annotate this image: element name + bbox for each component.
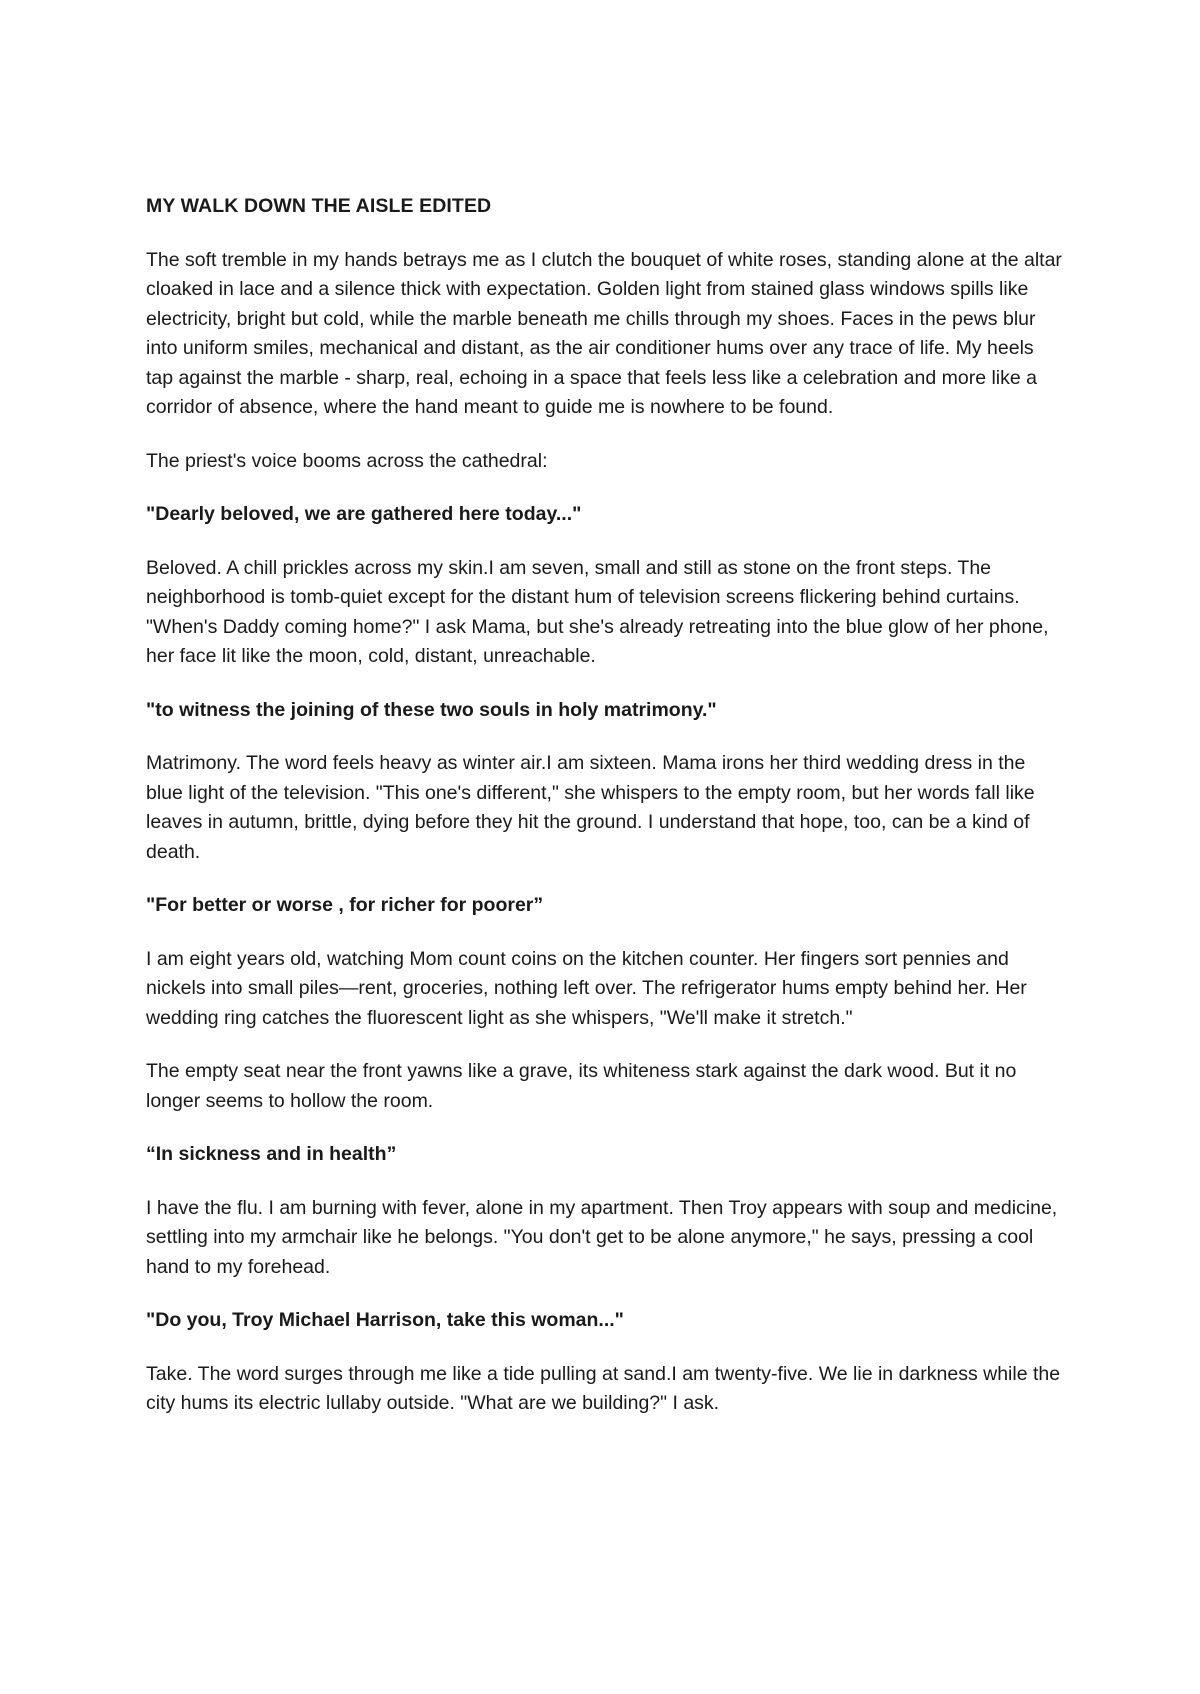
paragraph-opening: The soft tremble in my hands betrays me as I clutch the bouquet of white roses, standing alone at the altar cloaked in lace and a silence thick with expectation. Golden light from stained glass windows spills like electricity, bright but cold, while the marble beneath me chills through my shoes. Faces in the pews blur into uniform smiles, mechanical and distant, as the air conditioner hums over any trace of life. My heels tap against the marble - sharp, real, echoing in a space that feels less like a celebration and more like a corridor of absence, where the hand meant to guide me is nowhere to be found.: [146, 248, 1062, 418]
vow-quote-matrimony: "to witness the joining of these two souls in holy matrimony.": [146, 698, 717, 721]
paragraph-priest-intro: The priest's voice booms across the cathedral:: [146, 449, 548, 472]
paragraph-age-sixteen: Matrimony. The word feels heavy as winter air.I am sixteen. Mama irons her third wedding dress in the blue light of the television. "This one's different," she whispers to the empty room, but her words fall like leaves in autumn, brittle, dying before they hit the ground. I understand that hope, too, can be a kind of death.: [146, 752, 1035, 863]
paragraph-age-seven: Beloved. A chill prickles across my skin.I am seven, small and still as stone on the front steps. The neighborhood is tomb-quiet except for the distant hum of television screens flickering behind curtains. "When's Daddy coming home?" I ask Mama, but she's already retreating into the blue glow of her phone, her face lit like the moon, cold, distant, unreachable.: [146, 556, 1049, 667]
paragraph-flu: I have the flu. I am burning with fever, alone in my apartment. Then Troy appears with soup and medicine, settling into my armchair like he belongs. "You don't get to be alone anymore," he says, pressing a cool hand to my forehead.: [146, 1196, 1058, 1278]
vow-quote-do-you-troy: "Do you, Troy Michael Harrison, take this woman...": [146, 1309, 624, 1331]
vow-quote-better-or-worse: "For better or worse , for richer for poorer”: [146, 894, 544, 916]
vow-quote-dearly-beloved: "Dearly beloved, we are gathered here today...": [146, 503, 582, 525]
paragraph-age-eight: I am eight years old, watching Mom count coins on the kitchen counter. Her fingers sort pennies and nickels into small piles—rent, groceries, nothing left over. The refrigerator hums empty behind her. Her wedding ring catches the fluorescent light as she whispers, "We'll make it stretch.": [146, 947, 1027, 1029]
document-title: MY WALK DOWN THE AISLE EDITED: [146, 195, 492, 217]
paragraph-empty-seat: The empty seat near the front yawns like a grave, its whiteness stark against the dark wood. But it no longer seems to hollow the room.: [146, 1060, 1017, 1112]
paragraph-age-twenty-five: Take. The word surges through me like a tide pulling at sand.I am twenty-five. We lie in darkness while the city hums its electric lullaby outside. "What are we building?" I ask.: [146, 1362, 1061, 1414]
document-body: [146, 192, 1064, 1443]
vow-quote-sickness-health: “In sickness and in health”: [146, 1143, 397, 1165]
